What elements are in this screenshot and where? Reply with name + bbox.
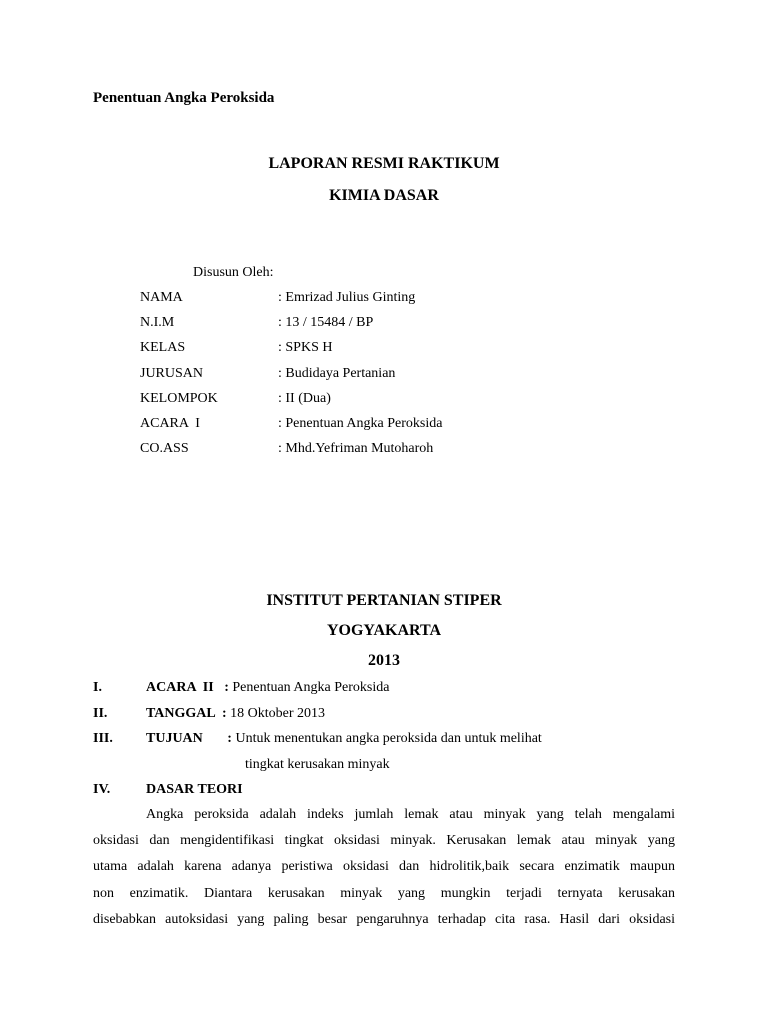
section-acara-label: ACARA II [146, 680, 214, 695]
section-number-3: III. [93, 731, 113, 746]
theory-paragraph [93, 802, 675, 933]
section-tujuan [146, 731, 542, 747]
identity-label-acara: ACARA I [140, 416, 200, 431]
theory-line: Angka peroksida adalah indeks jumlah lemak atau minyak yang telah mengalami [146, 807, 675, 822]
identity-label-nama: NAMA [140, 290, 183, 305]
institution-name: INSTITUT PERTANIAN STIPER [266, 592, 502, 609]
identity-value-nama: : Emrizad Julius Ginting [278, 290, 416, 305]
identity-label-coass: CO.ASS [140, 441, 189, 456]
identity-label-kelas: KELAS [140, 340, 186, 355]
section-acara [146, 680, 389, 696]
document-title: Penentuan Angka Peroksida [93, 90, 275, 106]
section-dasar-teori-heading: DASAR TEORI [146, 782, 243, 797]
identity-value-acara: : Penentuan Angka Peroksida [278, 416, 443, 431]
theory-line: utama adalah karena adanya peristiwa oksidasi dan hidrolitik,baik secara enzimatik maupun [93, 859, 675, 875]
section-tujuan-label: TUJUAN [146, 731, 203, 746]
prepared-by-label: Disusun Oleh: [193, 265, 274, 280]
section-tanggal-value: 18 Oktober 2013 [230, 706, 326, 721]
theory-line: non enzimatik. Diantara kerusakan minyak yang mungkin terjadi ternyata kerusakan [93, 885, 675, 901]
section-number-1: I. [93, 680, 102, 695]
institution-city: YOGYAKARTA [326, 622, 442, 639]
report-title-line1: LAPORAN RESMI RAKTIKUM [268, 155, 500, 172]
report-title-line2: KIMIA DASAR [329, 187, 439, 204]
identity-value-coass: : Mhd.Yefriman Mutoharoh [278, 441, 434, 456]
institution-year: 2013 [368, 652, 400, 669]
section-acara-sep: : [213, 680, 229, 695]
theory-line: oksidasi dan mengidentifikasi tingkat oksidasi minyak. Kerusakan lemak atau minyak yang [93, 833, 675, 849]
section-acara-value: Penentuan Angka Peroksida [232, 680, 390, 695]
identity-value-kelompok: : II (Dua) [278, 391, 331, 406]
section-tujuan-sep: : [202, 731, 232, 746]
section-number-4: IV. [93, 782, 111, 797]
identity-label-jurusan: JURUSAN [140, 366, 204, 381]
section-number-2: II. [93, 706, 108, 721]
section-tanggal-label: TANGGAL [146, 706, 215, 721]
section-tanggal-sep: : [214, 706, 227, 721]
section-tujuan-value-line2: tingkat kerusakan minyak [245, 757, 390, 772]
identity-value-kelas: : SPKS H [278, 340, 333, 355]
section-tanggal [146, 706, 325, 722]
identity-label-kelompok: KELOMPOK [140, 391, 218, 406]
identity-value-nim: : 13 / 15484 / BP [278, 315, 374, 330]
section-tujuan-value: Untuk menentukan angka peroksida dan untuk melihat [235, 731, 542, 746]
theory-line: disebabkan autoksidasi yang paling besar pengaruhnya terhadap cita rasa. Hasil dari oksidasi [93, 911, 675, 927]
identity-label-nim: N.I.M [140, 315, 175, 330]
identity-value-jurusan: : Budidaya Pertanian [278, 366, 396, 381]
